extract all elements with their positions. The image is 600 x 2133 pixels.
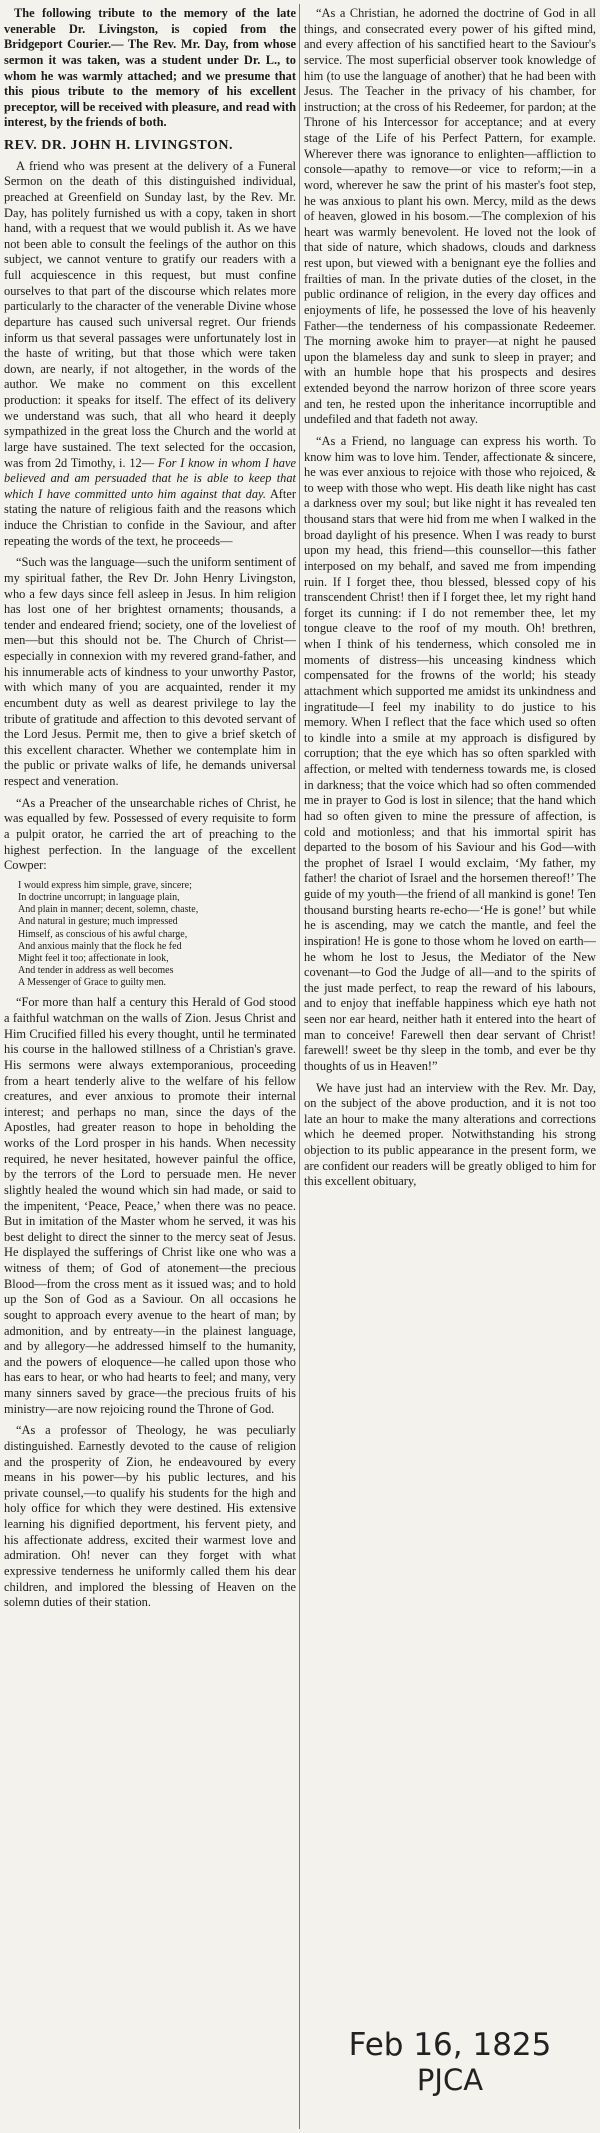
article-paragraph: We have just had an interview with the Rev. Mr. Day, on the subject of the above production, and it is not too late an hour to make the many alterations and corrections which he deemed proper. Notwithstanding his strong objection to its public appearance in the present form, we are confident our readers will be greatly obliged to him for this excellent obituary,	[304, 1080, 596, 1189]
archive-stamp	[300, 2028, 600, 2097]
paragraph-text: A friend who was present at the delivery of a Funeral Sermon on the death of this distinguished individual, preached at Greenfield on Sunday last, by the Rev. Mr. Day, has politely furnished us with a copy, taken in short hand, with a request that we would publish it. As we have not been able to consult the feelings of the author on this subject, we cannot venture to gratify our readers with a full acquiescence in this request, but must confine ourselves to that part of the discourse which relates more particularly to the character of the venerable Divine whose departure has caused such universal regret. Our friends inform us that several passages were unfortunately lost in the haste of writing, but that those which were taken down, are nearly, if not altogether, in the words of the author. We make no comment on this excellent production: it speaks for itself. The effect of its delivery we understand was such, that all who heard it deeply sympathized in the great loss the Church and the world at large have sustained. The text selected for the occasion, was from 2d Timothy, i. 12—	[4, 158, 296, 470]
left-column	[4, 6, 296, 2131]
verse-line: A Messenger of Grace to guilty men.	[18, 977, 167, 989]
verse-line: I would express him simple, grave, sincere;	[18, 879, 192, 891]
article-headline: REV. DR. JOHN H. LIVINGSTON.	[4, 138, 233, 153]
cowper-verse	[18, 880, 296, 990]
article-paragraph: “As a Christian, he adorned the doctrine of God in all things, and consecrated every power of his gifted mind, and every affection of his sanctified heart to the Saviour's service. The most superficial observer took knowledge of him (to use the language of another) that he had been with Jesus. The Teacher in the privacy of his chamber, for instruction; at the cross of his Redeemer, for pardon; at the Throne of his Intercessor for acceptance; and at every stage of the Life of his Perfect Pattern, for example. Wherever there was ignorance to enlighten—affliction to console—apathy to remove—or vice to reform;—in a word, wherever he saw the print of his master's foot step, he was anxious to plant his own. Mercy, mild as the dews of heaven, glowed in his bosom.—The complexion of his heart was warmly benevolent. He loved not the look of that side of nature, which shadows, clouds and darkness rest upon, but viewed with a benignant eye the follies and frailties of man. In the private duties of the closet, in the public ordinance of religion, in the every day offices and enjoyments of life, he possessed the love of his heavenly Father—the tenderness of his compassionate Redeemer. The morning awoke him to prayer—at night he paused upon the blameless day and sunk to sleep in prayer; and with an humble hope that his prospects and desires extended beyond the narrow horizon of three score years and ten, he rested upon the inheritance incorruptible and undefiled and that fadeth not away.	[304, 6, 596, 427]
clipping-source: PJCA	[416, 2062, 484, 2097]
clipping-date: Feb 16, 1825	[348, 2027, 552, 2063]
article-paragraph	[4, 159, 296, 550]
article-paragraph: “As a Friend, no language can express his worth. To know him was to love him. Tender, affectionate & sincere, he was ever anxious to rejoice with those who rejoiced, & to weep with those who wept. His death like night has cast a darkness over my soul; but like night it has revealed ten thousand stars that were hid from me when I walked in the broad daylight of his presence. When I was ready to burst upon my head, this friend—this counsellor—this father interposed on my behalf, and saved me from impending ruin. If I forget thee, thou blessed, blessed copy of his transcendent Christ! then if I forget thee, let my right hand forget its cunning: if I do not remember thee, let my tongue cleave to the roof of my mouth. Oh! brethren, when I think of his tenderness, which consoled me in moments of distress—his unceasing kindness which compensated for the frowns of the world; his steady attachment which supported me amidst its unkindness and ingratitude—I feel my inability to do justice to his memory. When I reflect that the face which used so often to kindle into a smile at my approach is disfigured by corruption; that the eye which has so often sparkled with affection, or melted with tenderness towards me, is closed in darkness; that the voice which had so often commended me in prayer to God is lost in silence; that the hand which had so often given to mine the pressure of affection, is cold and motionless; and that his immortal spirit has departed to the bosom of his Saviour and his God—with the prophet of Israel I would exclaim, ‘My father, my father! the chariot of Israel and the horsemen thereof!’ The guide of my youth—the friend of all mankind is gone! Ten thousand bursting hearts re-echo—‘He is gone!’ but while he is ascending, may we catch the mantle, and feel the inspiration! He is gone to those whom he loved on earth—he whom he lost to Jesus, the Mediator of the New covenant—to God the Judge of all—and to the spirits of the just made perfect, to reap the reward of his labours, and to enjoy that ineffable happiness which eye hath not seen nor ear heard, neither hath it entered into the heart of man to conceive! Farewell then dear servant of Christ! farewell! sweet be thy sleep in the tomb, and ever be thy thoughts of us in Heaven!”	[304, 433, 596, 1073]
verse-line: In doctrine uncorrupt; in language plain,	[18, 891, 180, 903]
article-paragraph: “As a professor of Theology, he was peculiarly distinguished. Earnestly devoted to the cause of religion and the prosperity of Zion, he endeavoured by every means in his power—by his public lectures, and his private counsel,—to qualify his students for the high and holy office for which they were destined. His extensive learning his dignified deportment, his fervent piety, and his affectionate address, excited their warmest love and admiration. Oh! never can they forget with what expressive tenderness he uniformly called them his dear children, and implored the blessing of Heaven on the solemn duties of their station.	[4, 1423, 296, 1610]
article-paragraph: “As a Preacher of the unsearchable riches of Christ, he was equalled by few. Possessed of every requisite to form a pulpit orator, he carried the art of preaching to the highest perfection. In the language of the excellent Cowper:	[4, 795, 296, 873]
verse-line: And natural in gesture; much impressed	[18, 916, 178, 928]
article-paragraph: “Such was the language—such the uniform sentiment of my spiritual father, the Rev Dr. John Henry Livingston, who a few days since fell asleep in Jesus. In him religion has lost one of her brightest ornaments; thousands, a tender and endeared friend; society, one of the loveliest of men—but this should not be. The Church of Christ—especially in connexion with my revered grand-father, and his innumerable acts of kindness to your unworthy Pastor, with which many of you are acquainted, render it my encumbent duty as well as dearest privilege to lay the tribute of gratitude and affection to this devoted servant of the Lord Jesus. Permit me, then to give a brief sketch of this excellent character. Whether we contemplate him in the public or private walks of life, he demands universal respect and veneration.	[4, 555, 296, 788]
verse-line: Might feel it too; affectionate in look,	[18, 952, 169, 964]
intro-paragraph: The following tribute to the memory of the late venerable Dr. Livingston, is copied from the Bridgeport Courier.— The Rev. Mr. Day, from whose sermon it was taken, was a student under Dr. L., to whom he was warmly attached; and we presume that this pious tribute to the memory of his excellent preceptor, will be received with pleasure, and read with interest, by the friends of both.	[4, 6, 296, 130]
verse-line: Himself, as conscious of his awful charge,	[18, 928, 188, 940]
column-divider	[299, 4, 300, 2129]
paragraph-text: After stating the nature of religious faith and the reasons which induce the Christian to confide in the Saviour, and after repeating the words of the text, he proceeds—	[4, 486, 296, 548]
verse-line: And tender in address as well becomes	[18, 965, 174, 977]
verse-line: And plain in manner; decent, solemn, chaste,	[18, 904, 199, 916]
scripture-text: For I know in whom I have believed and am persuaded that he is able to keep that which I have committed unto him against that day.	[4, 455, 296, 501]
verse-line: And anxious mainly that the flock he fed	[18, 940, 182, 952]
right-column	[304, 6, 596, 1911]
article-paragraph: “For more than half a century this Herald of God stood a faithful watchman on the walls of Zion. Jesus Christ and Him Crucified filled his every thought, until he terminated his course in the hallowed stillness of a Christian's grave. His sermons were always extemporanious, proceeding from a heart tenderly alive to the welfare of his fellow creatures, and ever anxious to promote their internal interest; and perhaps no man, since the days of the Apostles, had greater reason to hope in beholding the works of the Lord prosper in his hands. When necessity required, he never hesitated, however painful the office, by the terrors of the Lord to persuade men. He never slightly healed the wound which sin had made, or said to the impenitent, ‘Peace, Peace,’ when there was no peace. But in imitation of the Master whom he served, it was his best delight to direct the sinner to the mercy seat of Jesus. He displayed the sufferings of Christ like one who was a witness of them; of God of atonement—the precious Blood—from the cross ment as it issued was; and to hold up the Son of God as a Saviour. On all occasions he sought to approach every avenue to the heart of man; by admonition, and by entreaty—in the plainest language, and by allegory—he addressed himself to the humanity, and the powers of eloquence—he called upon those who has ears to hear, or who had hearts to feel; and many, very many sinners saved by grace—the precious fruits of his ministry—are now rejoicing round the Throne of God.	[4, 995, 296, 1416]
